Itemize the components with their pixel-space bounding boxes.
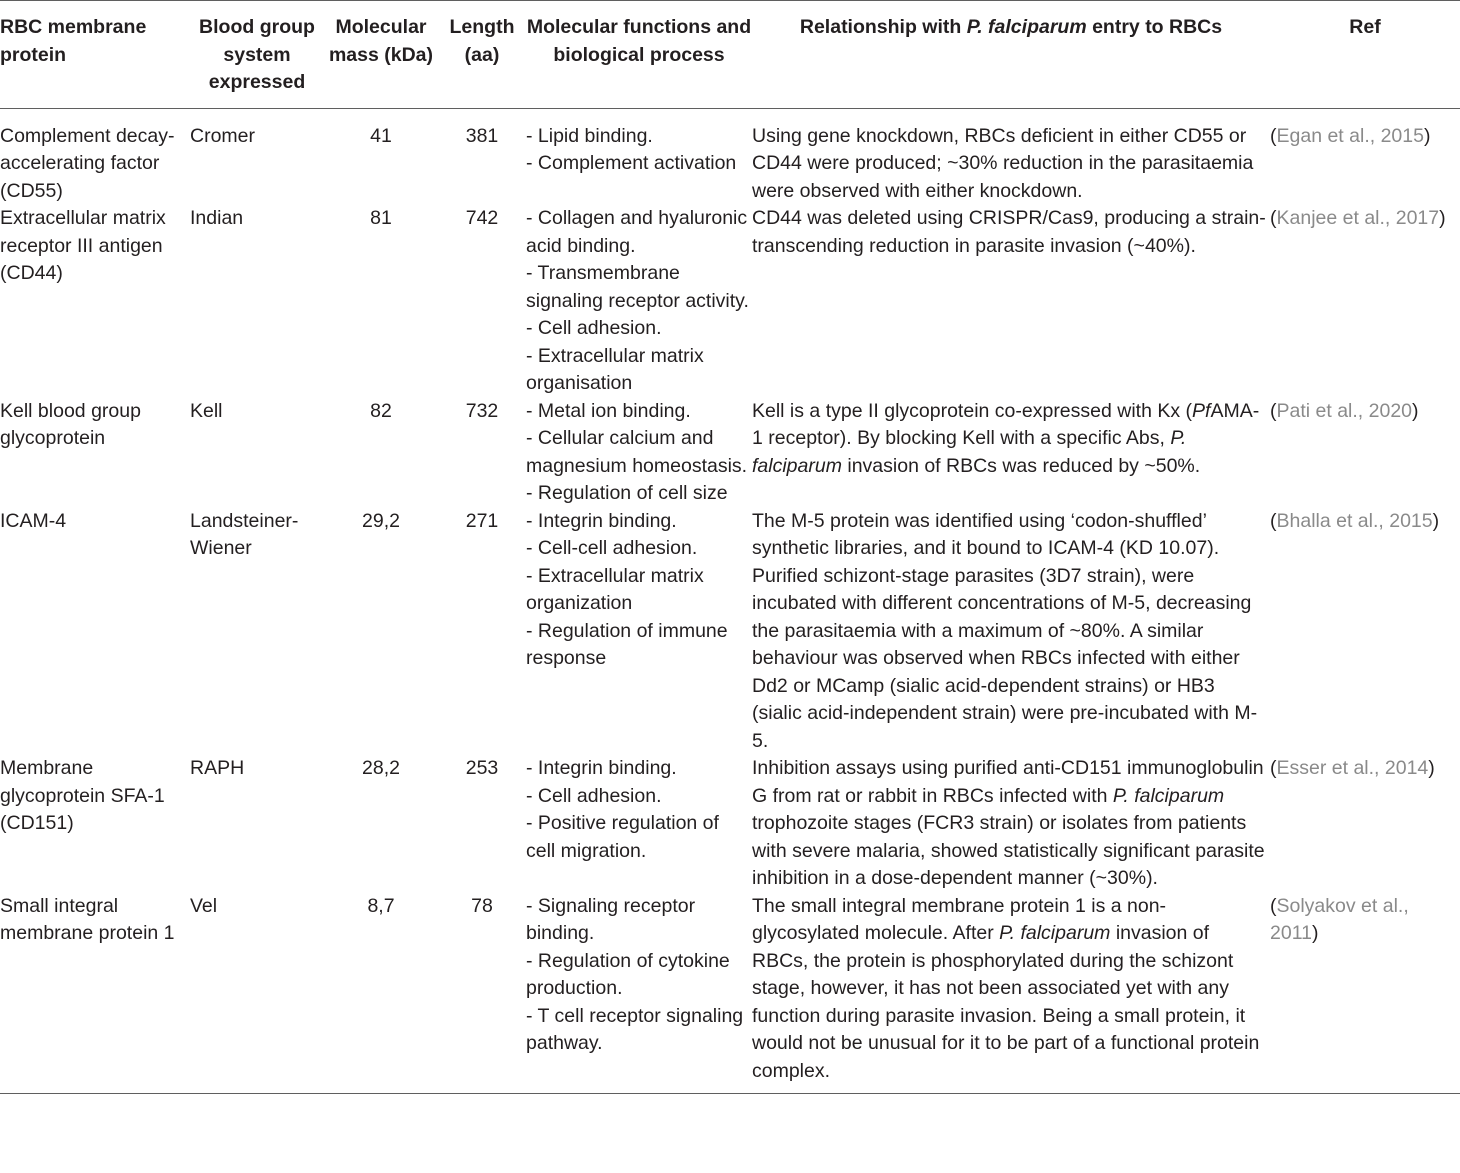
species-name: P. falciparum bbox=[1112, 784, 1225, 807]
cell-relationship bbox=[752, 508, 1270, 756]
function-item: - Regulation of cell size bbox=[526, 482, 728, 504]
cell-blood-group: Cromer bbox=[190, 124, 256, 147]
function-item: - Positive regulation of cell migration. bbox=[526, 812, 719, 862]
ref-close-paren: ) bbox=[1412, 399, 1419, 422]
cell-relationship bbox=[752, 893, 1270, 1094]
function-item: - Transmembrane signaling receptor activity. bbox=[526, 262, 749, 312]
relationship-text: invasion of RBCs, the protein is phosphorylated during the schizont stage, however, it has not been associated yet with any function during parasite invasion. Being a small protein, it would not be unusual for it to be part of a functional protein complex. bbox=[752, 922, 1260, 1082]
table-body bbox=[0, 108, 1460, 1094]
table-row bbox=[0, 398, 1460, 508]
ref-close-paren: ) bbox=[1311, 922, 1319, 944]
header-relationship-pre: Relationship with bbox=[799, 16, 967, 38]
table-header bbox=[0, 1, 1460, 109]
header-protein: RBC membrane protein bbox=[0, 1, 190, 109]
ref-open-paren: ( bbox=[1270, 757, 1277, 779]
cell-blood-group: Vel bbox=[190, 893, 324, 1094]
cell-protein: Extracellular matrix receptor III antigen (CD44) bbox=[0, 207, 166, 284]
ref-close-paren: ) bbox=[1423, 124, 1431, 147]
cell-ref bbox=[1270, 755, 1460, 893]
function-item: - Regulation of immune response bbox=[526, 619, 728, 669]
cell-length: 732 bbox=[465, 399, 499, 422]
relationship-text: invasion of RBCs was reduced by ~50%. bbox=[841, 454, 1201, 477]
cell-ref bbox=[1270, 108, 1460, 205]
table-row bbox=[0, 205, 1460, 398]
cell-ref bbox=[1270, 205, 1460, 398]
function-item: - T cell receptor signaling pathway. bbox=[526, 1004, 744, 1054]
function-item: - Metal ion binding. bbox=[526, 399, 691, 422]
cell-length: 78 bbox=[438, 893, 526, 1094]
function-item: - Cell-cell adhesion. bbox=[526, 537, 698, 559]
cell-functions bbox=[526, 108, 752, 205]
cell-mass: 81 bbox=[370, 207, 392, 229]
header-functions: Molecular functions and biological process bbox=[526, 1, 752, 109]
header-relationship-species: P. falciparum bbox=[966, 16, 1087, 38]
cell-protein: Small integral membrane protein 1 bbox=[0, 893, 190, 1094]
cell-mass: 29,2 bbox=[362, 509, 400, 532]
cell-protein: Membrane glycoprotein SFA-1 (CD151) bbox=[0, 757, 165, 834]
relationship-text: trophozoite stages (FCR3 strain) or isolates from patients with severe malaria, showed statistically significant parasite inhibition in a dose-dependent manner (~30%). bbox=[752, 812, 1265, 889]
relationship-text: The small integral membrane protein 1 is a non-glycosylated molecule. After bbox=[752, 894, 1167, 944]
function-item: - Extracellular matrix organization bbox=[526, 564, 704, 614]
function-item: - Cell adhesion. bbox=[526, 784, 662, 807]
ref-close-paren: ) bbox=[1428, 757, 1435, 779]
cell-mass: 82 bbox=[370, 399, 392, 422]
reference-link[interactable]: Egan et al., 2015 bbox=[1276, 124, 1424, 147]
reference-link[interactable]: Bhalla et al., 2015 bbox=[1276, 509, 1433, 532]
relationship-text: CD44 was deleted using CRISPR/Cas9, producing a strain-transcending reduction in parasite invasion (~40%). bbox=[752, 207, 1266, 257]
function-item: - Regulation of cytokine production. bbox=[526, 949, 730, 999]
relationship-text: Kell is a type II glycoprotein co-expressed with Kx ( bbox=[752, 399, 1193, 422]
function-item: - Cellular calcium and magnesium homeostasis. bbox=[526, 427, 748, 477]
function-item: - Collagen and hyaluronic acid binding. bbox=[526, 207, 748, 257]
ref-open-paren: ( bbox=[1270, 207, 1277, 229]
cell-blood-group: Indian bbox=[190, 207, 244, 229]
relationship-text: Using gene knockdown, RBCs deficient in either CD55 or CD44 were produced; ~30% reduction in the parasitaemia were observed with either knockdown. bbox=[752, 124, 1254, 202]
reference-link[interactable]: Solyakov et al., 2011 bbox=[1270, 894, 1409, 944]
header-relationship bbox=[752, 1, 1270, 109]
reference-link[interactable]: Esser et al., 2014 bbox=[1276, 757, 1429, 779]
table-row bbox=[0, 508, 1460, 756]
function-item: - Complement activation bbox=[526, 152, 737, 174]
header-length: Length (aa) bbox=[438, 1, 526, 109]
cell-functions bbox=[526, 755, 752, 893]
cell-relationship bbox=[752, 755, 1270, 893]
cell-relationship bbox=[752, 398, 1270, 508]
species-name: P. falciparum bbox=[752, 427, 1187, 477]
ref-close-paren: ) bbox=[1439, 207, 1446, 229]
table-row bbox=[0, 893, 1460, 1094]
cell-functions bbox=[526, 508, 752, 756]
ref-open-paren: ( bbox=[1270, 894, 1277, 917]
cell-protein: Kell blood group glycoprotein bbox=[0, 399, 141, 449]
cell-functions bbox=[526, 893, 752, 1094]
table-row bbox=[0, 755, 1460, 893]
cell-mass: 28,2 bbox=[362, 757, 400, 779]
reference-link[interactable]: Pati et al., 2020 bbox=[1276, 399, 1413, 422]
header-ref: Ref bbox=[1270, 1, 1460, 109]
cell-ref bbox=[1270, 398, 1460, 508]
cell-mass: 8,7 bbox=[324, 893, 438, 1094]
function-item: - Cell adhesion. bbox=[526, 317, 662, 339]
cell-length: 253 bbox=[465, 757, 499, 779]
cell-blood-group: Kell bbox=[190, 399, 223, 422]
ref-open-paren: ( bbox=[1270, 509, 1277, 532]
function-item: - Extracellular matrix organisation bbox=[526, 344, 704, 394]
relationship-text: Inhibition assays using purified anti-CD151 immunoglobulin G from rat or rabbit in RBCs infected with bbox=[752, 757, 1264, 807]
cell-relationship bbox=[752, 205, 1270, 398]
cell-length: 271 bbox=[465, 509, 499, 532]
header-row bbox=[0, 1, 1460, 109]
cell-length: 381 bbox=[465, 124, 499, 147]
ref-open-paren: ( bbox=[1270, 124, 1277, 147]
header-relationship-post: entry to RBCs bbox=[1086, 16, 1223, 38]
ref-open-paren: ( bbox=[1270, 399, 1277, 422]
function-item: - Integrin binding. bbox=[526, 509, 677, 532]
cell-functions bbox=[526, 205, 752, 398]
cell-ref bbox=[1270, 508, 1460, 756]
cell-ref bbox=[1270, 893, 1460, 1094]
function-item: - Lipid binding. bbox=[526, 124, 653, 147]
header-blood-group: Blood group system expressed bbox=[190, 1, 324, 109]
ref-close-paren: ) bbox=[1432, 509, 1440, 532]
cell-protein: Complement decay-accelerating factor (CD55) bbox=[0, 124, 175, 202]
relationship-text: AMA-1 receptor). By blocking Kell with a specific Abs, bbox=[752, 399, 1260, 449]
species-name: P. falciparum bbox=[999, 922, 1111, 944]
cell-protein: ICAM-4 bbox=[0, 509, 67, 532]
cell-relationship bbox=[752, 108, 1270, 205]
cell-mass: 41 bbox=[370, 124, 392, 147]
function-item: - Signaling receptor binding. bbox=[526, 894, 696, 944]
cell-functions bbox=[526, 398, 752, 508]
species-name: Pf bbox=[1192, 399, 1211, 422]
cell-blood-group: Landsteiner-Wiener bbox=[190, 509, 299, 559]
reference-link[interactable]: Kanjee et al., 2017 bbox=[1276, 207, 1440, 229]
header-mass: Molecular mass (kDa) bbox=[324, 1, 438, 109]
function-item: - Integrin binding. bbox=[526, 757, 677, 779]
cell-blood-group: RAPH bbox=[190, 757, 245, 779]
relationship-text: The M-5 protein was identified using ‘codon-shuffled’ synthetic libraries, and it bound to ICAM-4 (KD 10.07). Purified schizont-stage parasites (3D7 strain), were incubated with different concentrations of M-5, decreasing the parasitaemia with a maximum of ~80%. A similar behaviour was observed when RBCs infected with either Dd2 or MCamp (sialic acid-dependent strains) or HB3 (sialic acid-independent strain) were pre-incubated with M-5. bbox=[752, 509, 1258, 752]
table-row bbox=[0, 108, 1460, 205]
cell-length: 742 bbox=[465, 207, 499, 229]
